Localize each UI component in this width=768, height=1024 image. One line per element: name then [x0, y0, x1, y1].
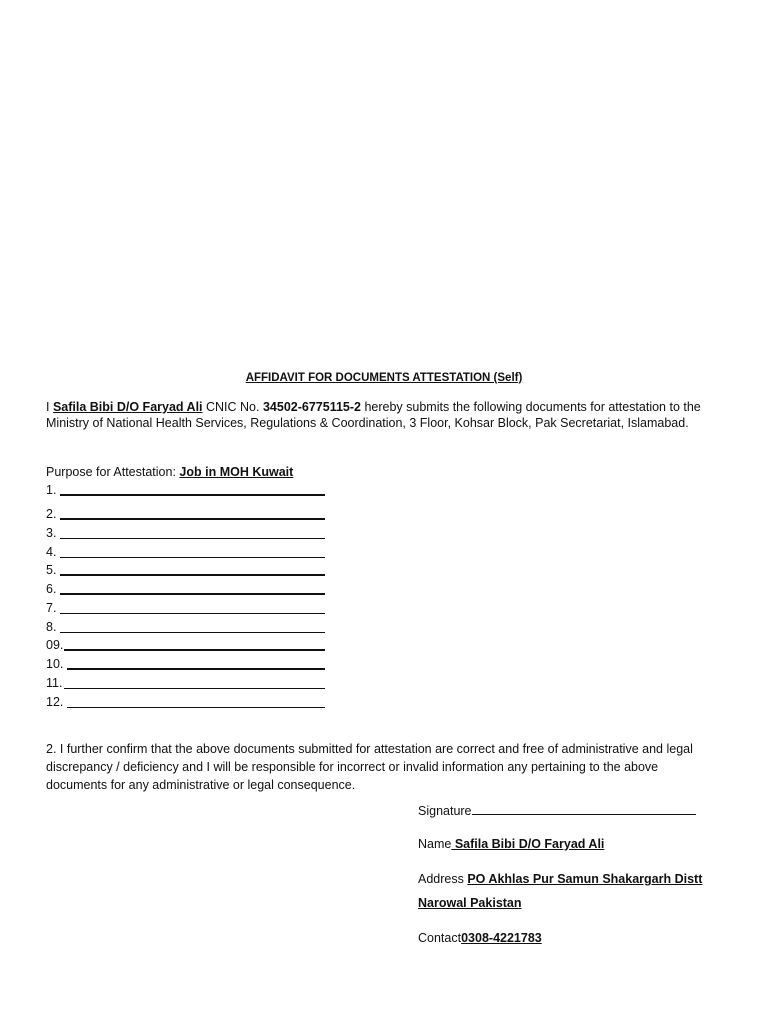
list-item-blank-line[interactable]	[60, 505, 325, 520]
name-row	[418, 836, 604, 852]
document-list-item	[46, 544, 326, 560]
list-item-number: 5.	[46, 563, 60, 577]
cnic-label: CNIC No.	[202, 400, 263, 414]
address-row	[418, 871, 702, 887]
purpose-value: Job in MOH Kuwait	[179, 465, 294, 479]
list-item-blank-line[interactable]	[60, 481, 325, 496]
contact-number: 0308-4221783	[461, 931, 542, 945]
list-item-blank-line[interactable]	[60, 600, 325, 614]
document-list-item	[46, 482, 326, 498]
document-title: AFFIDAVIT FOR DOCUMENTS ATTESTATION (Self)	[245, 372, 523, 384]
document-list-item	[46, 637, 326, 653]
list-item-blank-line[interactable]	[60, 525, 325, 539]
signature-row	[418, 802, 696, 819]
document-list-item	[46, 694, 326, 710]
list-item-number: 09.	[46, 638, 64, 652]
list-item-number: 12.	[46, 695, 67, 709]
intro-prefix: I	[46, 400, 53, 414]
document-list-item	[46, 675, 326, 691]
signer-name: Safila Bibi D/O Faryad Ali	[451, 837, 605, 851]
list-item-number: 1.	[46, 483, 60, 497]
address-row-2	[418, 895, 522, 911]
document-list-item	[46, 600, 326, 616]
list-item-blank-line[interactable]	[67, 694, 325, 708]
list-item-blank-line[interactable]	[60, 580, 325, 595]
signature-label: Signature	[418, 804, 472, 818]
document-list-item	[46, 619, 326, 635]
purpose-line	[46, 465, 293, 479]
purpose-label: Purpose for Attestation:	[46, 465, 180, 479]
list-item-blank-line[interactable]	[60, 544, 325, 558]
confirmation-paragraph: 2. I further confirm that the above documents submitted for attestation are correct and free of administrative and legal discrepancy / deficiency and I will be responsible for incorrect or invalid information any pertaining to the above documents for any administrative or legal consequence.	[46, 742, 693, 792]
contact-label: Contact	[418, 931, 462, 945]
address-label: Address	[418, 872, 468, 886]
intro-paragraph	[46, 399, 716, 431]
document-list-item	[46, 506, 326, 522]
list-item-number: 8.	[46, 620, 60, 634]
list-item-blank-line[interactable]	[60, 619, 325, 633]
list-item-blank-line[interactable]	[64, 636, 325, 651]
applicant-name: Safila Bibi D/O Faryad Ali	[52, 400, 203, 414]
document-list-item	[46, 581, 326, 597]
list-item-number: 3.	[46, 526, 60, 540]
list-item-blank-line[interactable]	[64, 675, 325, 689]
contact-row	[418, 930, 542, 946]
document-list-item	[46, 562, 326, 578]
list-item-number: 2.	[46, 507, 60, 521]
list-item-number: 7.	[46, 601, 60, 615]
list-item-number: 4.	[46, 545, 60, 559]
list-item-blank-line[interactable]	[67, 655, 325, 670]
document-list-item	[46, 656, 326, 672]
address-line-1: PO Akhlas Pur Samun Shakargarh Distt	[467, 872, 703, 886]
list-item-number: 11.	[46, 676, 63, 690]
cnic-number: 34502-6775115-2	[262, 400, 361, 414]
signature-blank-line[interactable]	[472, 802, 696, 815]
address-line-2: Narowal Pakistan	[418, 896, 522, 910]
list-item-number: 10.	[46, 657, 67, 671]
name-label: Name	[418, 837, 452, 851]
list-item-number: 6.	[46, 582, 60, 596]
list-item-blank-line[interactable]	[60, 561, 325, 576]
document-list-item	[46, 525, 326, 541]
intro-text: hereby submits the following documents for attestation to the Ministry of National Health Services, Regulations & Coordination, 3 Floor, Kohsar Block, Pak Secretariat, Islamabad.	[46, 400, 701, 430]
